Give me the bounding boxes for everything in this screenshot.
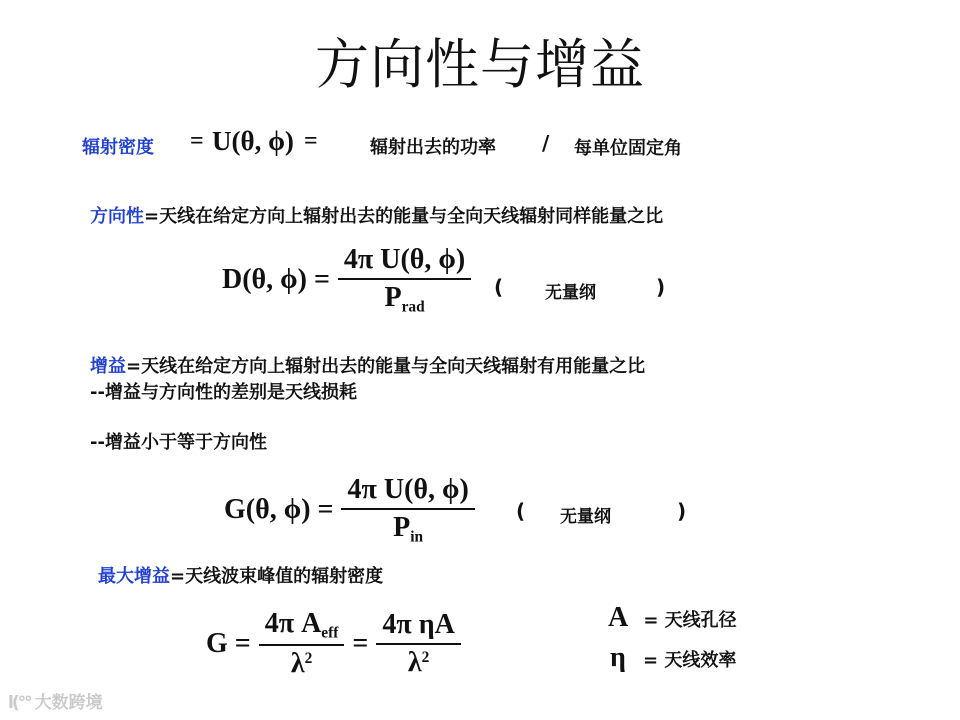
max-gain-denominator-2 bbox=[376, 645, 460, 679]
denominator-base: P bbox=[393, 512, 411, 543]
legend-text: = 天线孔径 bbox=[643, 610, 737, 631]
gain-formula bbox=[224, 474, 475, 546]
legend-efficiency bbox=[610, 642, 736, 674]
legend-aperture bbox=[608, 602, 737, 634]
intensity-label: 辐射密度 bbox=[82, 137, 154, 158]
directivity-definition bbox=[90, 202, 663, 228]
gain-fraction bbox=[341, 474, 474, 546]
denominator-base: λ bbox=[407, 647, 422, 679]
intensity-symbol: U(θ, ϕ) bbox=[212, 126, 294, 156]
directivity-lhs: D(θ, ϕ) = bbox=[222, 264, 330, 296]
max-gain-denominator-1 bbox=[259, 646, 345, 680]
max-gain-definition bbox=[98, 562, 383, 588]
max-gain-lhs: G = bbox=[206, 628, 251, 660]
directivity-text: =天线在给定方向上辐射出去的能量与全向天线辐射同样能量之比 bbox=[144, 206, 664, 227]
directivity-denominator bbox=[338, 280, 471, 316]
intensity-equals-2: = bbox=[304, 128, 318, 154]
directivity-term: 方向性 bbox=[90, 206, 144, 227]
denominator-superscript: 2 bbox=[304, 650, 313, 668]
max-gain-numerator-1 bbox=[259, 608, 345, 644]
gain-lhs: G(θ, ϕ) = bbox=[224, 494, 334, 526]
intensity-slash: / bbox=[542, 131, 550, 155]
page-title: 方向性与增益 bbox=[315, 33, 645, 96]
legend-symbol: η bbox=[610, 642, 626, 673]
watermark-text: 大数跨境 bbox=[34, 693, 103, 713]
denominator-base: λ bbox=[290, 648, 305, 680]
denominator-subscript: rad bbox=[401, 298, 425, 316]
legend-text: = 天线效率 bbox=[643, 650, 737, 671]
gain-unit: 无量纲 bbox=[560, 507, 611, 527]
gain-note-1: --增益与方向性的差别是天线损耗 bbox=[90, 382, 357, 403]
max-gain-fraction-1 bbox=[259, 608, 345, 680]
directivity-close-paren: ) bbox=[656, 275, 666, 299]
gain-denominator bbox=[341, 510, 474, 546]
max-gain-formula bbox=[206, 608, 461, 680]
max-gain-numerator-2: 4π ηA bbox=[382, 609, 455, 641]
directivity-formula bbox=[222, 244, 471, 316]
legend-symbol: A bbox=[608, 602, 629, 633]
intensity-description: 辐射出去的功率 bbox=[370, 137, 496, 158]
gain-note-2: --增益小于等于方向性 bbox=[90, 432, 267, 453]
intensity-description-2: 每单位固定角 bbox=[574, 138, 682, 159]
gain-term: 增益 bbox=[90, 356, 126, 377]
directivity-open-paren: ( bbox=[494, 275, 504, 299]
numerator-text: 4π A bbox=[264, 608, 322, 639]
watermark-logo: l(°° bbox=[8, 693, 31, 713]
directivity-unit: 无量纲 bbox=[545, 283, 596, 303]
gain-numerator: 4π U(θ, ϕ) bbox=[347, 474, 469, 505]
denominator-superscript: 2 bbox=[421, 648, 430, 666]
max-gain-fraction-2 bbox=[376, 609, 460, 679]
directivity-numerator: 4π U(θ, ϕ) bbox=[343, 244, 466, 275]
max-gain-text: =天线波束峰值的辐射密度 bbox=[170, 566, 384, 587]
intensity-equals-1: = bbox=[190, 128, 204, 154]
gain-definition bbox=[90, 352, 645, 378]
gain-text: =天线在给定方向上辐射出去的能量与全向天线辐射有用能量之比 bbox=[126, 356, 646, 377]
gain-open-paren: ( bbox=[516, 499, 526, 523]
gain-close-paren: ) bbox=[677, 499, 687, 523]
directivity-fraction bbox=[338, 244, 471, 316]
watermark bbox=[8, 688, 103, 713]
max-gain-term: 最大增益 bbox=[98, 566, 170, 587]
intensity-line bbox=[82, 128, 782, 162]
denominator-base: P bbox=[384, 282, 402, 313]
numerator-subscript: eff bbox=[321, 624, 339, 642]
max-gain-mid-equals: = bbox=[352, 628, 369, 660]
denominator-subscript: in bbox=[410, 528, 424, 546]
